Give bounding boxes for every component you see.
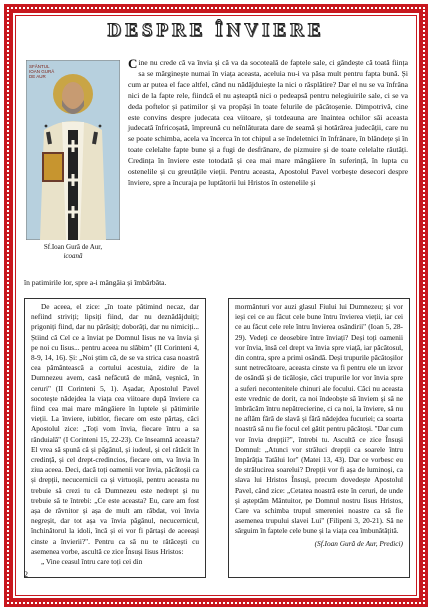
icon-caption-note: icoană xyxy=(63,252,83,260)
intro-text: ine nu crede că va învia și că va da socoteală de faptele sale, ci gândește că toată ființa sa se mărginește numai în viața aceasta, aceluia nu-i va păsa mult pentru fapta bună. Și cum ar putea el face altfel, când nu nădăjduiește la nici o răsplătire? Dar el nu se va înfrâna nici de la fapte rele, fiindcă el nu așteaptă nici o pedeapsă pentru nelegiuirile sale, ci se va deda poftelor și patimilor și va propăși în toate felurile de păcătoșenie. Dimpotrivă, cine este convins despre judecata cea viitoare, și totdeauna are înaintea ochilor săi aceasta judecată înfricoșată, împreună cu neînlăturata dare de seamă și hotărârea judecății, care nu se poate schimba, acela va încerca în tot chipul a se îndeletnici în înfrânare, în blândețe și în toate celelalte fapte bune și a fugi de desfrânare, de pizmuire și de toate celelalte răutăți. Credința în înviere este totodată și cea mai mare mângâiere în suferință, în lupta cu ostenelile și cu greutățile vieții. Pentru aceasta, Apostolul Pavel vorbește desecori despre înviere, spre a încuraja pe luptătorii lui Hristos în ostenelile și xyxy=(128,58,408,187)
intro-tail: în patimirile lor, spre a-i mângâia și îmbărbăta. xyxy=(24,278,167,287)
icon-inscription: SFÂNTUL IOAN GURĂ DE AUR xyxy=(29,64,55,79)
right-column xyxy=(228,298,410,578)
saint-icon-drawing xyxy=(26,60,120,240)
saint-icon-image xyxy=(26,60,120,240)
page-title: DESPRE ÎNVIERE xyxy=(107,20,325,41)
signature: (Sf.Ioan Gură de Aur, Predici) xyxy=(314,538,403,548)
right-paragraph-1: mormânturi vor auzi glasul Fiului lui Dumnezeu; și vor ieși cei ce au făcut cele bune întru învierea vieții, iar cei ce au făcut cele rele întru învierea osândirii" (Ioan 5, 28-29). Vedeți ce deosebire între înviați? Deși toți oamenii vor învia, însă cel drept va învia spre viață, iar păcătosul, din contra, spre a primi osândă. Deși trupurile păcătoșilor sunt netrecătoare, aceasta cinste va fi pentru ele un izvor de osândă și de ticăloșie, căci trupurile lor vor învia spre a suferi necontenitele chinuri ale focului. Căci nu aceasta este vrednic de dorit, ca noi îndeobște să înviem și să ne îmbrăcăm întru nepătrecierine, ci ca noi, la înviere, să nu ne aflăm fără de slavă și fără nădejdea fucuriei; ca soarta noastră să nu fie focul cel gătit pentru păcătoși. "Dar cum vor învia drepții?", întrebi tu. Ascultă ce zice Însuși Domnul: „Atunci vor străluci drepții ca soarele întru împărăția Tatălui lor" (Matei 13, 43). Dar ce vorbesc eu de strălucirea soarelui? Drepții vor fi așa de luminoși, ca slava lui Hristos Însuși, precum dovedește Apostolul Pavel, când zice: „Cetatea noastră este în ceruri, de unde și așteptăm Mântuitor, pe Domnul nostru Iisus Hristos, Care va schimba trupul smereniei noastre ca să fie asemenea trupului slavei Lui" (Filipeni 3, 20-21). Să ne sârguim în faptele cele bune și la viața cea îmbunătățită. xyxy=(235,302,403,536)
left-column xyxy=(24,298,206,578)
icon-figure xyxy=(26,60,120,272)
icon-caption xyxy=(26,243,120,261)
left-paragraph-1: De aceea, el zice: „în toate pătimind necaz, dar nefiind striviți; lipsiți fiind, dar nu deznădăjduiți; prigoniți fiind, dar nu părăsiți; doborâți, dar nu nimiciți... Știind că Cel ce a înviat pe Domnul Iisus ne va învia și pe noi cu Iisus... pentru aceea nu slăbim" (II Corinteni 4, 8-9, 14, 16). Și: „Noi știm că, de se va strica casa noastră cea pământească a cortului acestuia, zidire de la Dumnezeu avem, casă nefăcută de mână, veșnică, în ceruri" (II Corinteni 5, 1). Așadar, Apostolul Pavel socotește nădejdea la viața cea viitoare după înviere ca fiind cea mai mare mângâiere în luptele și pătimirile vieții. La înviere, iubitlor, fiecare om este părtaș, căci Apostolul zice: „Toți vom învia, fiecare întru a sa rânduială" (I Corinteni 15, 22-23). Ce înseamnă aceasta? El vrea să spună că și păgânul, și iudeul, și cel rătăcit în credință, și cel drept-credincios, fiecare om, va învia în ziua aceea. Deci, dacă toți oamenii vor învia, păcătoșii ca și drepții, necucernicii ca și virtuoșii, pentru aceasta nu trebuie să crezi tu că Dumnezeu este nedrept și nu trebuie să te întrebi: „Ce este aceasta? Eu, care am fost așa de răvnitor și așa de mult am răbdat, voi învia negreșit, dar tot așa va învia păgânul, necucernicul, închinătorul la idoli, încă și ei vor fi părtași de aceeași cinste a învierii?". Pentru ca să nu te rătăcești cu asemenea vorbe, ascultă ce zice Însuși Iisus Hristos: xyxy=(31,302,199,556)
drop-cap: C xyxy=(128,56,138,71)
intro-paragraph xyxy=(128,58,408,189)
icon-caption-name: Sf.Ioan Gură de Aur, xyxy=(43,243,103,251)
left-paragraph-2: „ Vine ceasul întru care toți cei din xyxy=(41,557,143,567)
page-number: 2 xyxy=(24,570,28,579)
